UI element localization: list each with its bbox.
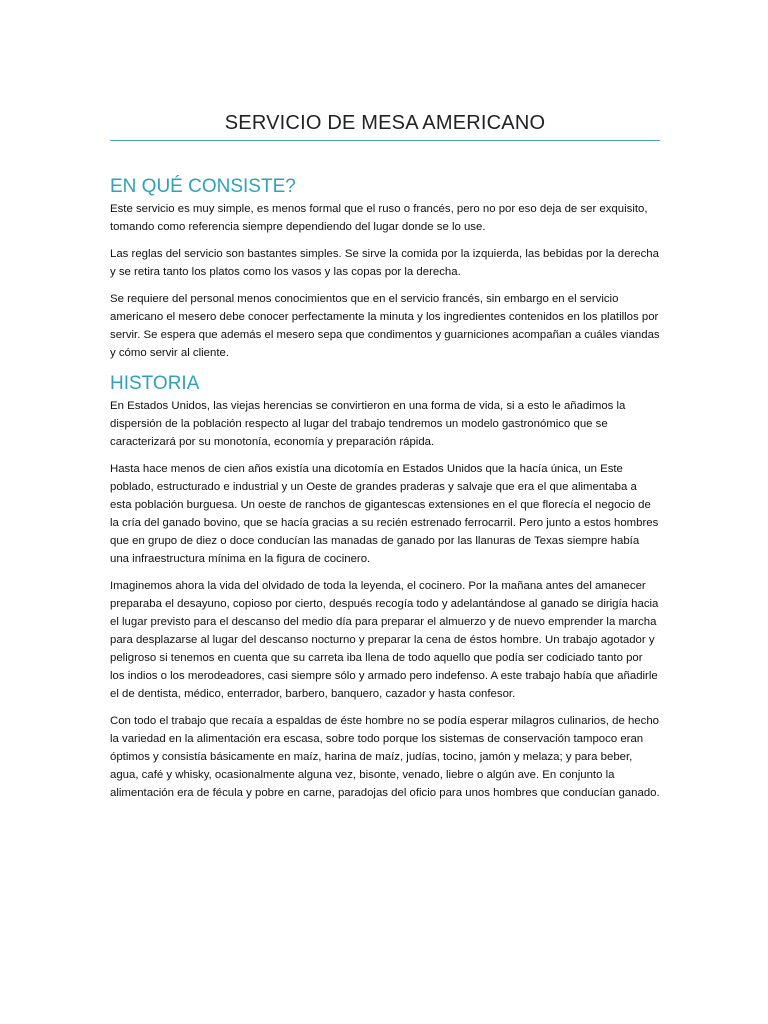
document-title: SERVICIO DE MESA AMERICANO (224, 112, 546, 134)
title-divider (110, 140, 660, 141)
paragraph: Este servicio es muy simple, es menos formal que el ruso o francés, pero no por eso deja de ser exquisito, tomando como referencia siempre dependiendo del lugar donde se lo use. (110, 203, 648, 233)
section-historia (110, 371, 660, 802)
document-page (110, 0, 660, 1024)
paragraph: Se requiere del personal menos conocimientos que en el servicio francés, sin embargo en el servicio americano el mesero debe conocer perfectamente la minuta y los ingredientes contenidos en los platillos por servir. Se espera que además el mesero sepa que condimentos y guarniciones acompañan a cuáles viandas y cómo servir al cliente. (110, 293, 660, 359)
paragraph: Hasta hace menos de cien años existía una dicotomía en Estados Unidos que la hacía única, un Este poblado, estructurado e industrial y un Oeste de grandes praderas y salvaje que era el que alimentaba a esta población burguesa. Un oeste de ranchos de gigantescas extensiones en el que florecía el negocio de la cría del ganado bovino, que se hacía gracias a su recién estrenado ferrocarril. Pero junto a estos hombres que en grupo de diez o doce conducían las manadas de ganado por las llanuras de Texas siempre había una infraestructura mínima en la figura de cocinero. (110, 463, 659, 565)
document-body (110, 174, 660, 811)
paragraph: Con todo el trabajo que recaía a espaldas de éste hombre no se podía esperar milagros culinarios, de hecho la variedad en la alimentación era escasa, sobre todo porque los sistemas de conservación tampoco eran óptimos y consistía básicamente en maíz, harina de maíz, judías, tocino, jamón y melaza; y para beber, agua, café y whisky, ocasionalmente alguna vez, bisonte, venado, liebre o algún ave. En conjunto la alimentación era de fécula y pobre en carne, paradojas del oficio para unos hombres que conducían ganado. (110, 715, 660, 799)
paragraph: Las reglas del servicio son bastantes simples. Se sirve la comida por la izquierda, las bebidas por la derecha y se retira tanto los platos como los vasos y las copas por la derecha. (110, 248, 659, 278)
paragraph: Imaginemos ahora la vida del olvidado de toda la leyenda, el cocinero. Por la mañana antes del amanecer preparaba el desayuno, copioso por cierto, después recogía todo y adelantándose al ganado se dirigía hacia el lugar previsto para el descanso del medio día para preparar el almuerzo y de nuevo emprender la marcha para desplazarse al lugar del descanso nocturno y preparar la cena de éstos hombre. Un trabajo agotador y peligroso si tenemos en cuenta que su carreta iba llena de todo aquello que podía ser codiciado tanto por los indios o los merodeadores, casi siempre sólo y armado pero indefenso. A este trabajo había que añadirle el de dentista, médico, enterrador, barbero, banquero, cazador y hasta confesor. (110, 580, 659, 700)
section-heading: EN QUÉ CONSISTE? (110, 176, 296, 197)
paragraph: En Estados Unidos, las viejas herencias se convirtieron en una forma de vida, si a esto le añadimos la dispersión de la población respecto al lugar del trabajo tendremos un modelo gastronómico que se caracterizará por su monotonía, economía y preparación rápida. (110, 400, 626, 448)
section-heading: HISTORIA (110, 373, 200, 394)
section-consiste (110, 174, 660, 362)
